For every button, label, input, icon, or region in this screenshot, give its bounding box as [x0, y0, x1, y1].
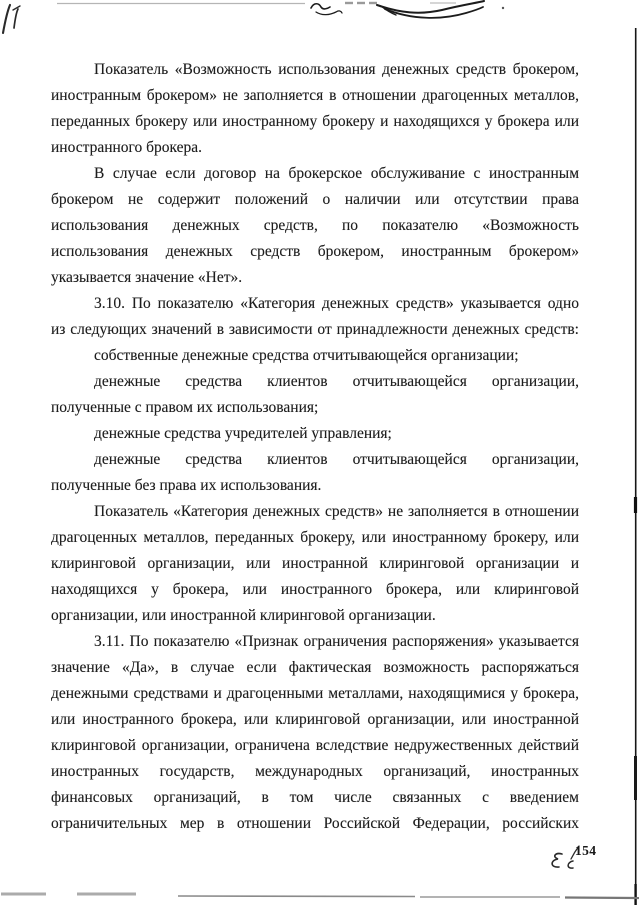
text-line: использования денежных средств, по показателю «Возможность [51, 217, 579, 234]
signature-scribble-icon [311, 1, 484, 18]
text-line: иностранных государств, международных организаций, иностранных [51, 763, 579, 780]
text-line: полученные с правом их использования; [51, 399, 319, 416]
text-line: денежные средства учредителей управления; [94, 425, 392, 442]
text-line: драгоценных металлов, переданных брокеру, или иностранному брокеру, или [51, 529, 579, 546]
text-line: указывается значение «Нет». [51, 269, 243, 286]
text-line: переданных брокеру или иностранному брокеру и находящихся у брокера или [51, 113, 579, 130]
text-line: Показатель «Категория денежных средств» не заполняется в отношении [94, 503, 579, 520]
text-line: использования денежных средств брокером, иностранным брокером» [51, 243, 579, 260]
page-number: 154 [575, 843, 597, 858]
text-line: находящихся у брокера, или иностранного брокера, или клиринговой [51, 581, 579, 598]
paragraph [51, 629, 579, 837]
paragraph [51, 421, 579, 447]
document-text [51, 57, 579, 837]
paragraph [51, 369, 579, 421]
paragraph [51, 57, 579, 161]
text-line: иностранного брокера. [51, 139, 203, 156]
top-left-pen-marks-icon [3, 5, 20, 33]
text-line: брокером не содержит положений о наличии или отсутствии права [51, 191, 579, 208]
text-line: финансовых организаций, в том числе связанных с введением [51, 789, 579, 806]
text-line: клиринговой организации, ограничена вследствие недружественных действий [51, 737, 579, 754]
top-edge-scan-line [57, 3, 504, 9]
bottom-edge-scan-line [1, 894, 639, 898]
text-line: организации, или иностранной клиринговой организации. [51, 607, 436, 624]
text-line: иностранным брокером» не заполняется в отношении драгоценных металлов, [51, 87, 579, 104]
text-line: или иностранного брокера, или клиринговой организации, или иностранной [51, 711, 579, 728]
text-line: денежными средствами и драгоценными металлами, находящимися у брокера, [51, 685, 579, 702]
text-line: Показатель «Возможность использования денежных средств брокером, [94, 61, 579, 78]
text-line: клиринговой организации, или иностранной клиринговой организации и [51, 555, 579, 572]
text-line: из следующих значений в зависимости от принадлежности денежных средств: [51, 321, 579, 338]
text-line: ограничительных мер в отношении Российской Федерации, российских [51, 815, 579, 832]
text-line: 3.10. По показателю «Категория денежных средств» указывается одно [94, 295, 579, 312]
text-line: значение «Да», в случае если фактическая возможность распоряжаться [51, 659, 579, 676]
text-line: 3.11. По показателю «Признак ограничения распоряжения» указывается [94, 633, 579, 650]
text-line: денежные средства клиентов отчитывающейся организации, [94, 373, 579, 390]
text-line: денежные средства клиентов отчитывающейся организации, [94, 451, 579, 468]
text-line: собственные денежные средства отчитывающейся организации; [94, 347, 519, 364]
paragraph [51, 291, 579, 343]
text-line: В случае если договор на брокерское обслуживание с иностранным [94, 165, 579, 182]
paragraph [51, 161, 579, 291]
paragraph [51, 343, 579, 369]
paragraph [51, 499, 579, 629]
text-line: полученные без права их использования. [51, 477, 322, 494]
paragraph [51, 447, 579, 499]
